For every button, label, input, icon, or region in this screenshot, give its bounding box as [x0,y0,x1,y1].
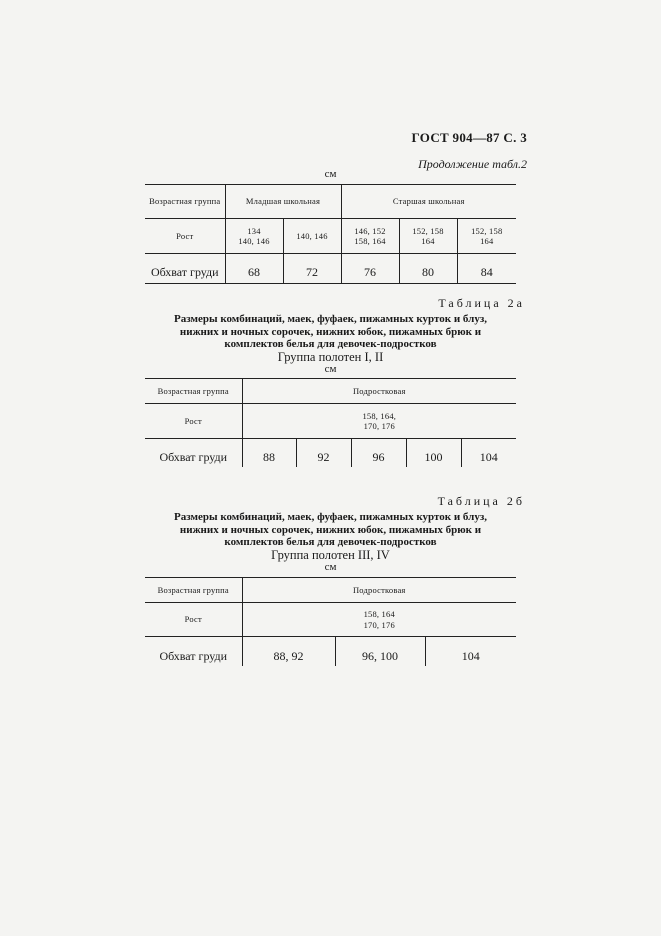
chest-cell: 100 [406,439,461,467]
chest-cell: 92 [296,439,351,467]
chest-cell: 88, 92 [242,637,335,666]
table2b-unit: см [324,561,337,573]
height-values: 158, 164 170, 176 [242,603,516,637]
row-label-height: Рост [176,230,194,241]
age-group-value: Подростковая [242,578,516,603]
document-reference: ГОСТ 904—87 С. 3 [411,130,527,145]
row-label-chest: Обхват груди [159,449,228,464]
table2a-unit: см [324,363,337,375]
chest-cell: 76 [341,254,399,284]
height-values: 158, 164, 170, 176 [242,404,516,439]
group-senior-school: Старшая школьная [341,185,516,219]
chest-cell: 88 [242,439,296,467]
row-label-chest: Обхват груди [159,648,228,663]
chest-cell: 72 [283,254,341,284]
chest-cell: 104 [425,637,516,666]
table2-continuation [145,184,516,284]
height-cell: 140, 146 [283,219,341,254]
row-label-age-group: Возрастная группа [157,584,229,595]
continuation-note: Продолжение табл.2 [418,157,527,171]
table2b-title: Размеры комбинаций, маек, фуфаек, пижамных курток и блуз, нижних и ночных сорочек, нижних юбок, пижамных брюк и комплектов белья для девочек-подростков [174,511,487,548]
chest-cell: 96, 100 [335,637,425,666]
table-2b [145,577,516,666]
chest-cell: 104 [461,439,516,467]
chest-cell: 96 [351,439,406,467]
table2a-title: Размеры комбинаций, маек, фуфаек, пижамных курток и блуз, нижних и ночных сорочек, нижних юбок, пижамных брюк и комплектов белья для девочек-подростков [174,313,487,350]
age-group-value: Подростковая [242,379,516,404]
row-label-chest: Обхват груди [150,265,219,279]
table2a-label: Таблица 2а [438,296,525,310]
row-label-age-group: Возрастная группа [149,196,221,207]
table2a-group: Группа полотен I, II [277,350,384,364]
height-cell: 152, 158 164 [457,219,516,254]
table2b-label: Таблица 2б [437,494,525,508]
row-label-age-group: Возрастная группа [157,385,229,396]
table2b-group: Группа полотен III, IV [271,548,390,562]
height-cell: 134 140, 146 [225,219,283,254]
group-junior-school: Младшая школьная [225,185,341,219]
table-2a [145,378,516,467]
chest-cell: 68 [225,254,283,284]
chest-cell: 80 [399,254,457,284]
height-cell: 146, 152 158, 164 [341,219,399,254]
row-label-height: Рост [184,415,202,426]
row-label-height: Рост [184,614,202,625]
table2-unit: см [324,168,337,180]
height-cell: 152, 158 164 [399,219,457,254]
chest-cell: 84 [457,254,516,284]
